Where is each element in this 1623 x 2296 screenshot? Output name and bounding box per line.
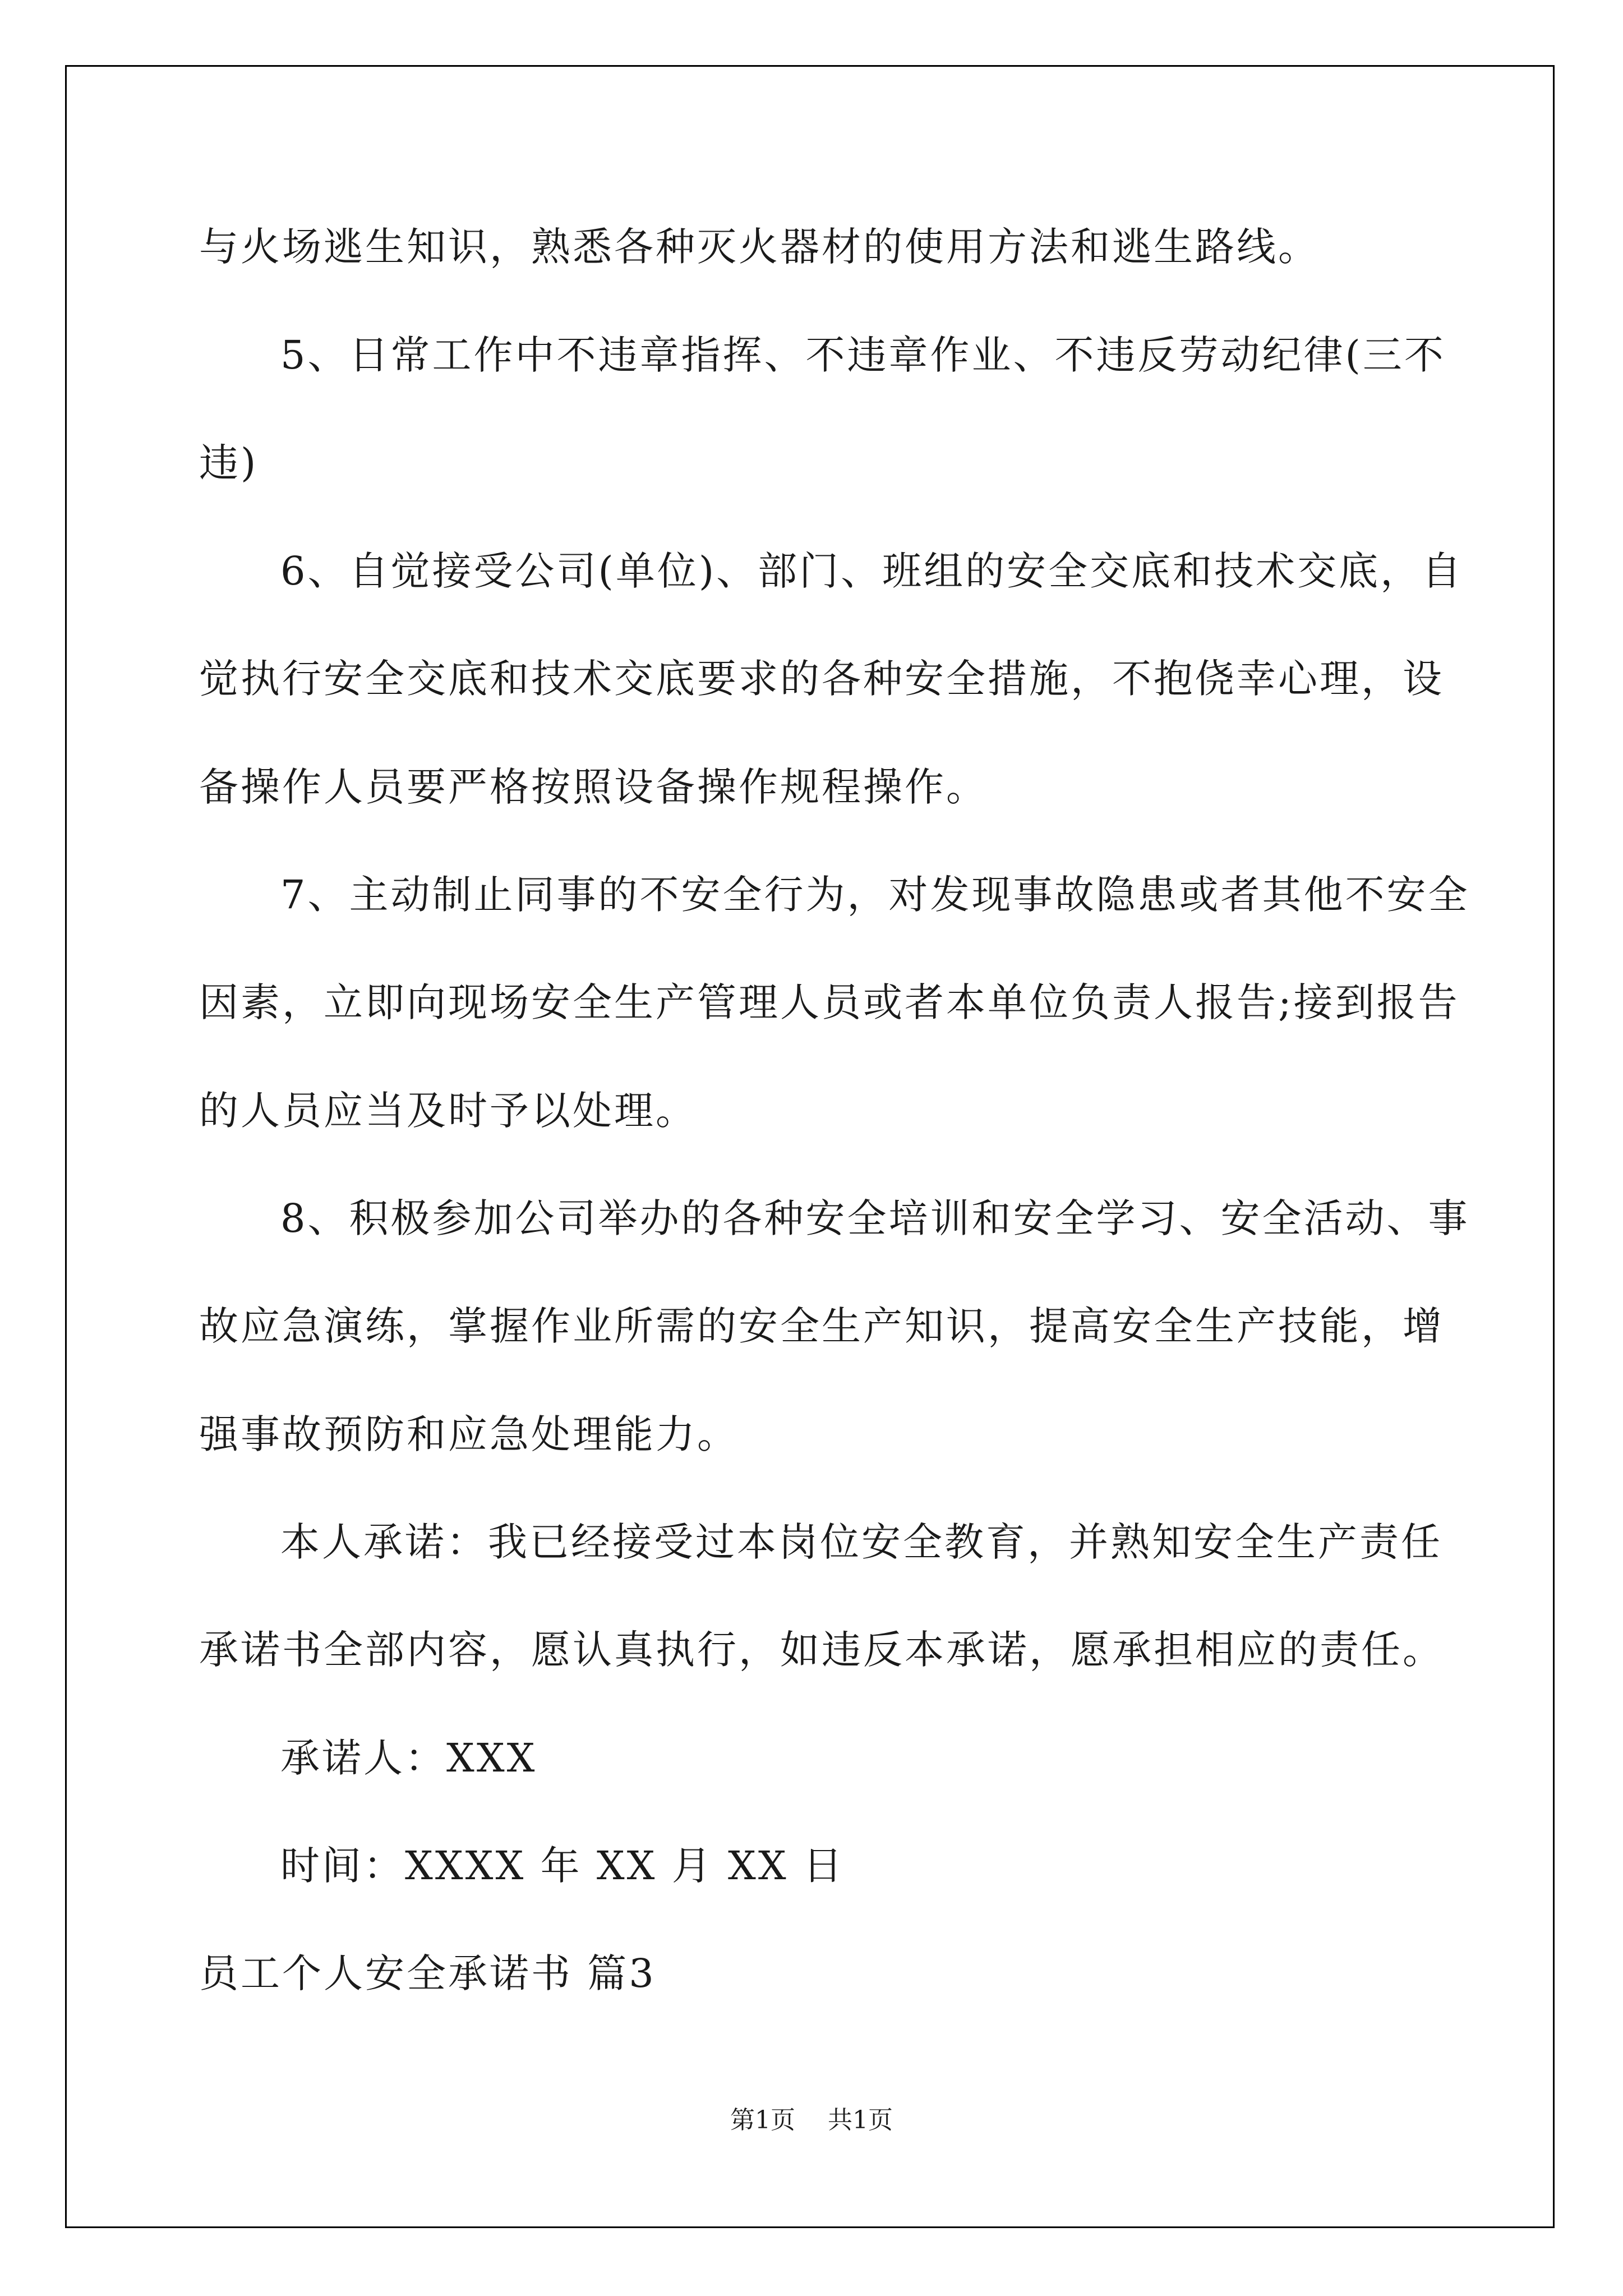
- paragraph-line: 本人承诺：我已经接受过本岗位安全教育，并熟知安全生产责任: [280, 1519, 1442, 1565]
- text-line: 与火场逃生知识，熟悉各种灭火器材的使用方法和逃生路线。: [199, 224, 1320, 270]
- text-line: 承诺书全部内容，愿认真执行，如违反本承诺，愿承担相应的责任。: [199, 1627, 1444, 1673]
- page-border: [65, 65, 1555, 2228]
- paragraph-line: 5、日常工作中不违章指挥、不违章作业、不违反劳动纪律(三不: [280, 332, 1446, 378]
- text-line: 故应急演练，掌握作业所需的安全生产知识，提高安全生产技能，增: [199, 1303, 1444, 1349]
- text-line: 的人员应当及时予以处理。: [199, 1088, 697, 1134]
- page-total: 共1页: [828, 2106, 893, 2134]
- text-line: 因素，立即向现场安全生产管理人员或者本单位负责人报告;接到报告: [199, 979, 1460, 1025]
- page-footer: [0, 2108, 1623, 2133]
- paragraph-line: 6、自觉接受公司(单位)、部门、班组的安全交底和技术交底，自: [280, 548, 1464, 594]
- text-line: 备操作人员要严格按照设备操作规程操作。: [199, 764, 988, 810]
- text-line: 觉执行安全交底和技术交底要求的各种安全措施，不抱侥幸心理，设: [199, 656, 1444, 702]
- page-number: 第1页: [730, 2106, 795, 2134]
- signatory-line: 承诺人：XXX: [280, 1735, 537, 1781]
- text-line: 违): [199, 440, 259, 486]
- text-line: 强事故预防和应急处理能力。: [199, 1411, 739, 1457]
- paragraph-line: 8、积极参加公司举办的各种安全培训和安全学习、安全活动、事: [280, 1195, 1470, 1241]
- section-heading: 员工个人安全承诺书 篇3: [199, 1950, 656, 1996]
- date-line: 时间：XXXX 年 XX 月 XX 日: [280, 1843, 845, 1889]
- paragraph-line: 7、主动制止同事的不安全行为，对发现事故隐患或者其他不安全: [280, 872, 1470, 918]
